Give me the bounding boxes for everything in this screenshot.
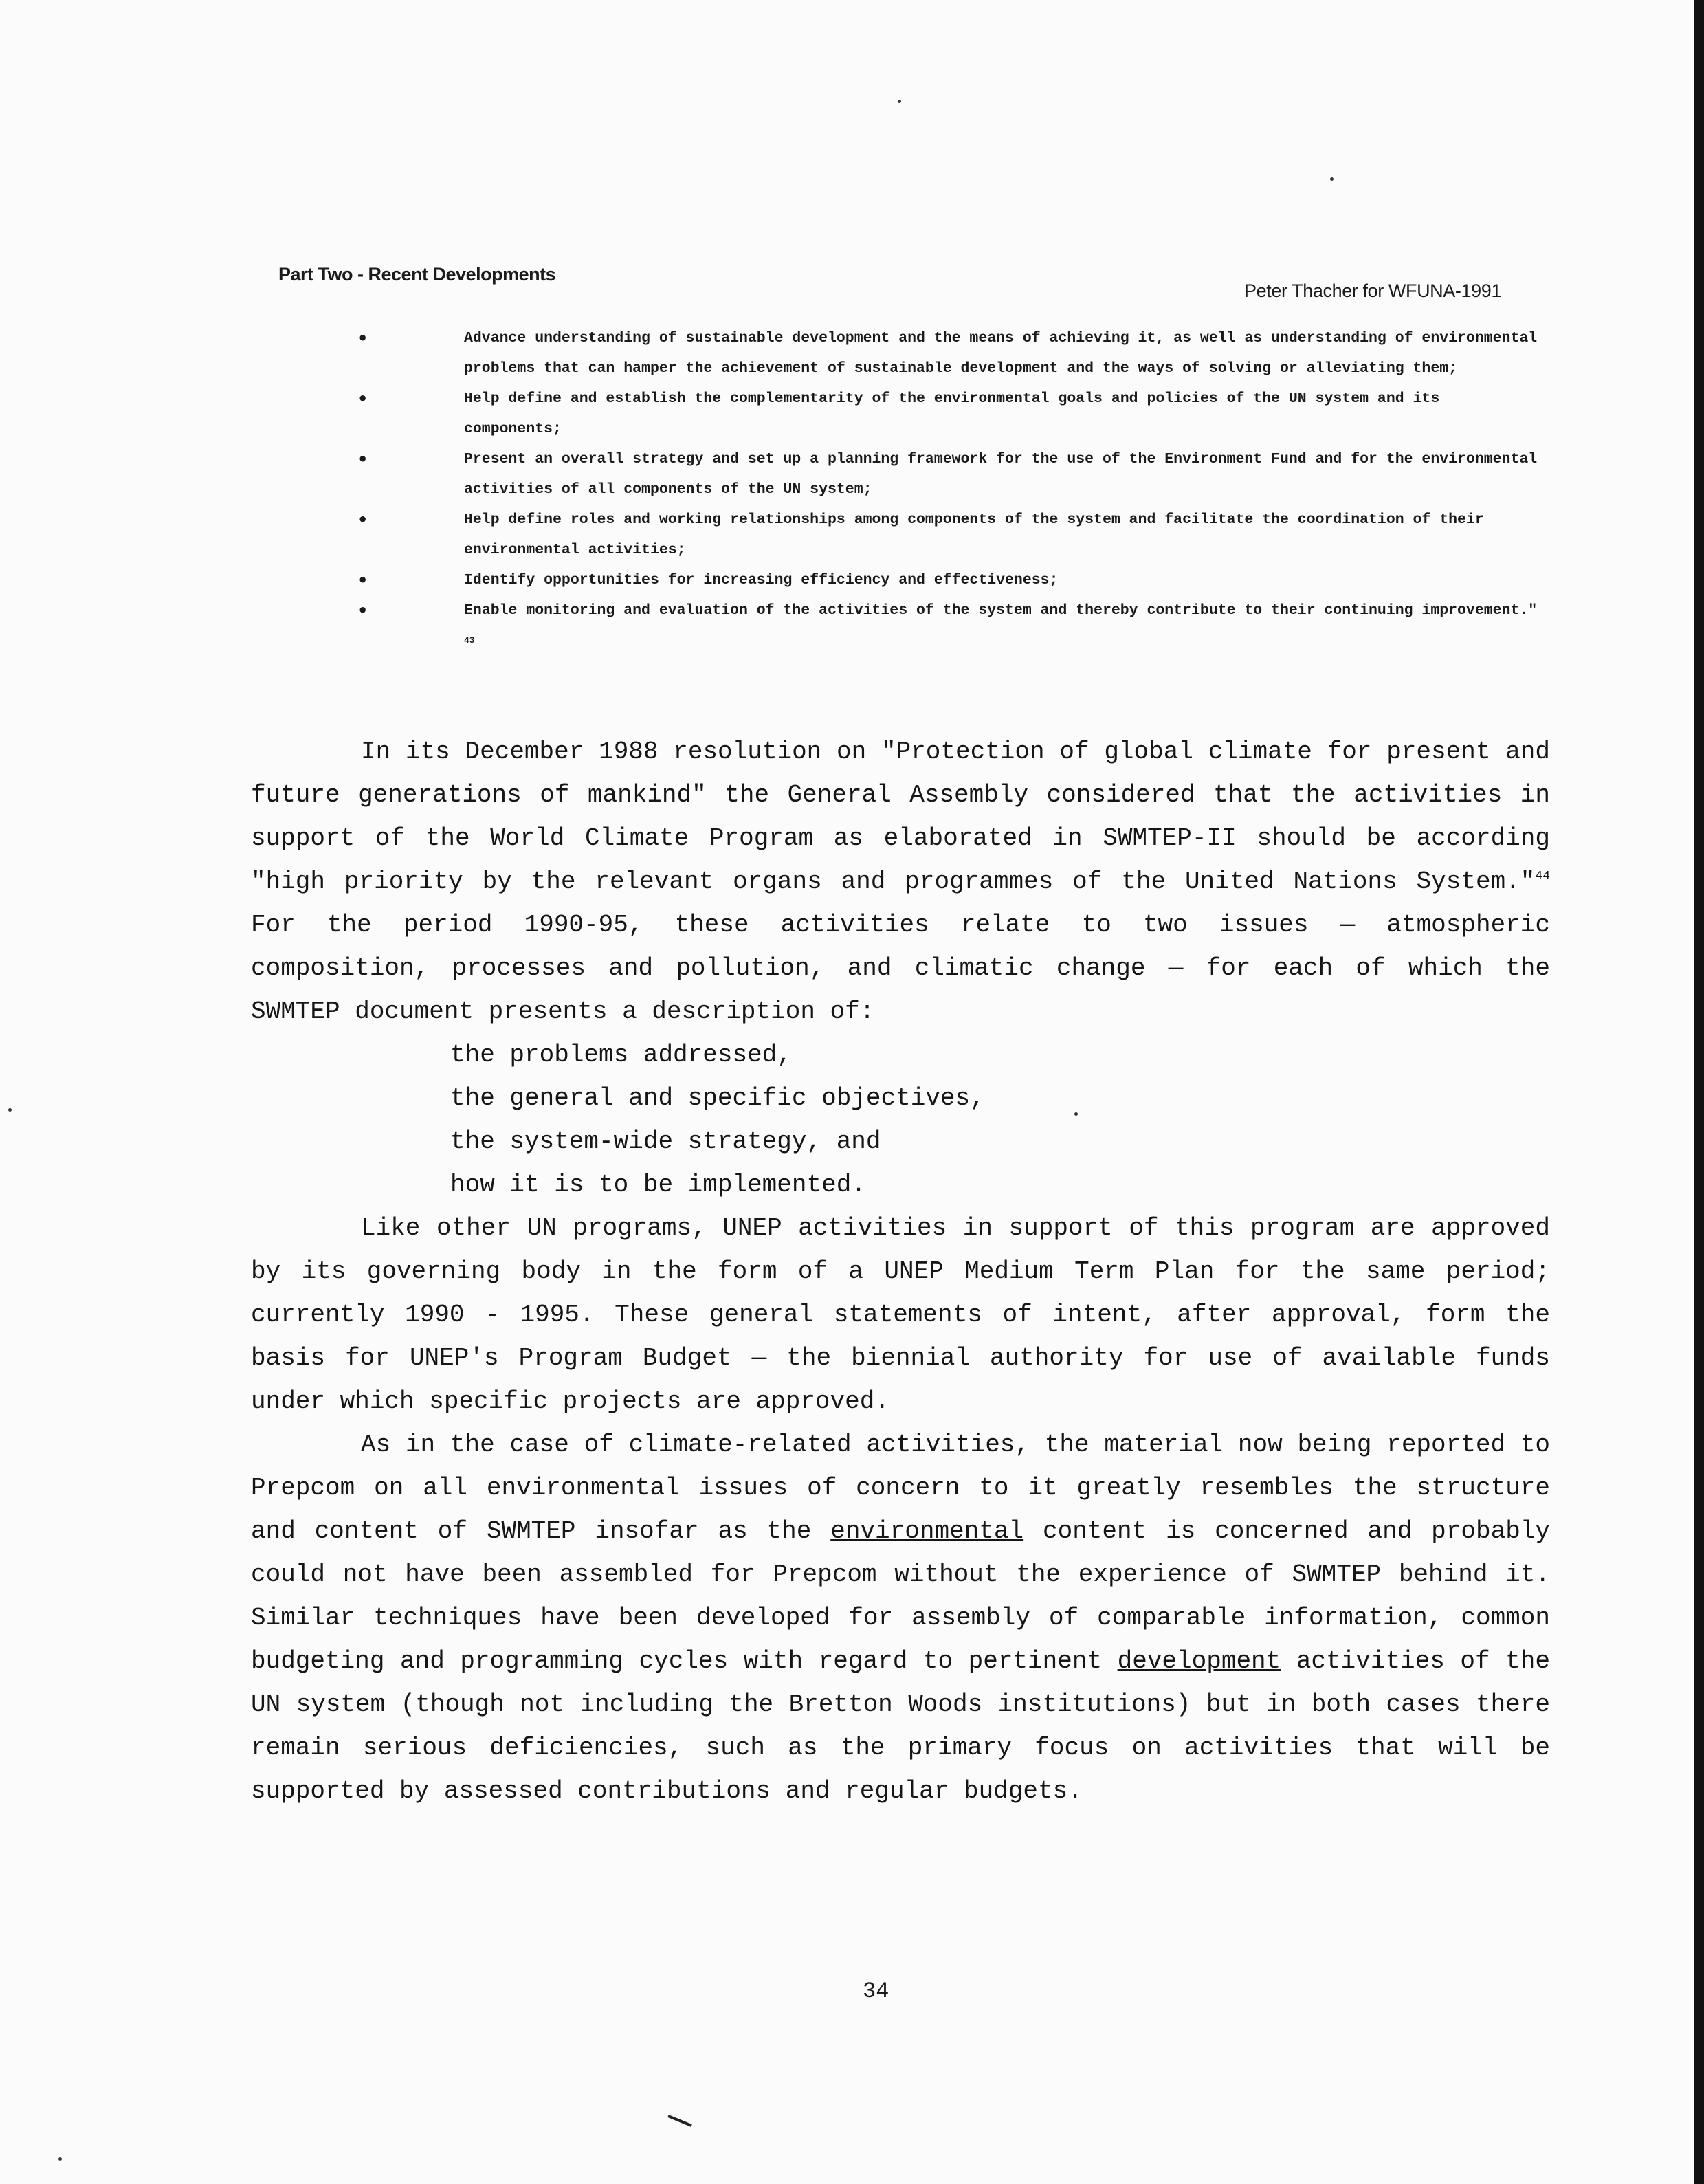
list-item: [357, 565, 1540, 595]
list-item-text: Identify opportunities for increasing efficiency and effectiveness;: [464, 572, 1059, 588]
list-item: [357, 595, 1540, 660]
scan-mark: [667, 2113, 694, 2128]
list-item: [357, 444, 1540, 505]
bullet-icon: •: [357, 450, 368, 469]
description-list: [251, 1033, 1550, 1206]
list-item-text: Enable monitoring and evaluation of the activities of the system and thereby contribute to their continuing improvement.": [464, 602, 1538, 619]
body-text: [251, 730, 1550, 1813]
list-item-text: Advance understanding of sustainable development and the means of achieving it, as well as understanding of environmental problems that can hamper the achievement of sustainable development and the ways of solving or alleviating them;: [464, 330, 1538, 377]
list-item: [357, 505, 1540, 565]
scan-speck: [1074, 1112, 1078, 1116]
list-item-text: Help define and establish the complementarity of the environmental goals and policies of the UN system and its components;: [464, 390, 1440, 437]
underlined-term: development: [1117, 1647, 1281, 1675]
list-item-text: Present an overall strategy and set up a planning framework for the use of the Environment Fund and for the environmental activities of all components of the UN system;: [464, 451, 1538, 498]
paragraph-text: content is concerned and probably could not have been assembled for Prepcom without the experience of SWMTEP behind it. Similar techniques have been developed for assembly of comparable information, common budgeting and programming cycles with regard to pertinent: [251, 1517, 1551, 1675]
paragraph-text: For the period 1990-95, these activities relate to two issues — atmospheric composition, processes and pollution, and climatic change — for each of which the SWMTEP document presents a description of:: [251, 911, 1550, 1026]
list-item: [357, 323, 1540, 384]
running-header-left: Part Two - Recent Developments: [278, 264, 556, 285]
list-item: the problems addressed,: [450, 1041, 792, 1069]
scan-speck: [1330, 177, 1334, 181]
paragraph-text: activities of the UN system (though not including the Bretton Woods institutions) but in both cases there remain serious deficiencies, such as the primary focus on activities that will be supported by assessed contributions and regular budgets.: [251, 1647, 1550, 1805]
footnote-ref: 43: [464, 635, 475, 646]
paragraph: [251, 1423, 1550, 1813]
bullet-icon: •: [357, 510, 368, 529]
paragraph: [251, 730, 1550, 1033]
list-item: the system-wide strategy, and: [450, 1127, 881, 1156]
bullet-icon: •: [357, 329, 368, 348]
objectives-list: [357, 323, 1540, 660]
underlined-term: environmental: [830, 1517, 1024, 1545]
list-item: how it is to be implemented.: [450, 1171, 866, 1199]
bullet-icon: •: [357, 601, 368, 620]
paragraph-text: In its December 1988 resolution on "Protection of global climate for present and future generations of mankind" the General Assembly considered that the activities in support of the World Climate Program as elaborated in SWMTEP-II should be according "high priority by the relevant organs and programmes of the United Nations System.": [251, 738, 1550, 896]
list-item: the general and specific objectives,: [450, 1084, 985, 1112]
scan-edge: [1694, 0, 1704, 2184]
list-item-text: Help define roles and working relationships among components of the system and facilitate the coordination of their environmental activities;: [464, 511, 1484, 558]
bullet-icon: •: [357, 571, 368, 590]
list-item: [357, 384, 1540, 444]
scan-speck: [8, 1108, 12, 1112]
paragraph-text: As in the case of climate-related activities, the material now being reported to Prepcom on all environmental issues of concern to it greatly resembles the structure and content of SWMTEP insofar as the: [251, 1431, 1550, 1545]
footnote-ref: 44: [1535, 870, 1550, 883]
running-header-right: Peter Thacher for WFUNA-1991: [1244, 280, 1501, 301]
bullet-icon: •: [357, 389, 368, 408]
page-number: 34: [863, 1978, 889, 2004]
paragraph: Like other UN programs, UNEP activities in support of this program are approved by its governing body in the form of a UNEP Medium Term Plan for the same period; currently 1990 - 1995. These general statements of intent, after approval, form the basis for UNEP's Program Budget — the biennial authority for use of available funds under which specific projects are approved.: [251, 1214, 1550, 1415]
scan-speck: [898, 100, 901, 103]
scan-speck: [58, 2157, 62, 2161]
